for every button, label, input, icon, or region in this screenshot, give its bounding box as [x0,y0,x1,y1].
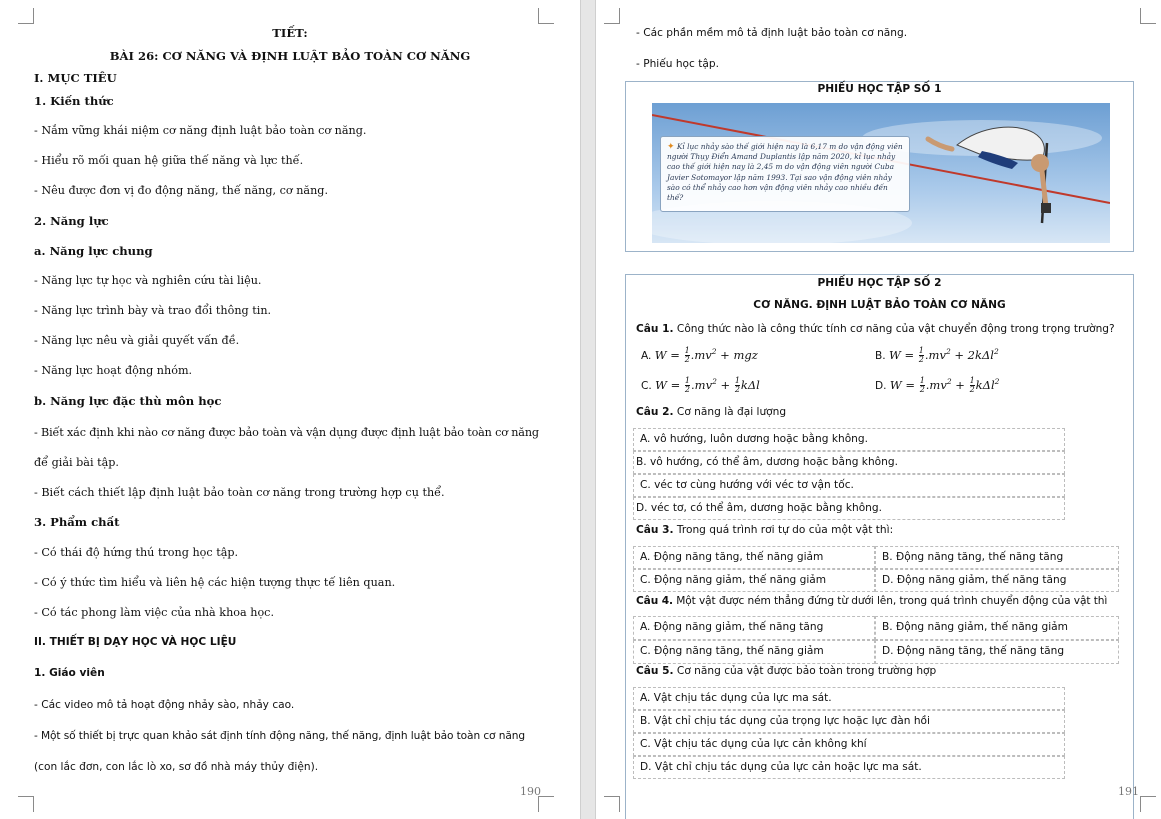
q5-option-c: C. Vật chịu tác dụng của lực cản không khí [633,733,1065,756]
text-line: - Có ý thức tìm hiểu và liên hệ các hiện tượng thực tế liên quan. [34,576,396,589]
page-number: 190 [520,785,541,798]
q4-option-d: D. Động năng tăng, thế năng tăng [875,640,1119,664]
q3-option-a: A. Động năng tăng, thế năng giảm [633,546,875,569]
crop-mark [538,8,554,24]
question-label: Câu 2. [636,406,674,418]
text-line: - Năng lực hoạt động nhóm. [34,364,193,377]
text-line: - Năng lực nêu và giải quyết vấn đề. [34,334,240,347]
crop-mark [1140,796,1156,812]
question-label: Câu 5. [636,665,674,677]
question-text: Cơ năng của vật được bảo toàn trong trường hợp [673,665,937,677]
question-label: Câu 1. [636,323,674,335]
q3-option-c: C. Động năng giảm, thế năng giảm [633,569,875,592]
crop-mark [18,8,34,24]
lesson-period-heading: TIẾT: [272,26,308,40]
text-line: - Nêu được đơn vị đo động năng, thế năng, cơ năng. [34,184,329,197]
question-text: Trong quá trình rơi tự do của một vật thì: [673,524,894,536]
q4-option-a: A. Động năng giảm, thế năng tăng [633,616,875,640]
page-number: 191 [1118,785,1139,798]
question-label: Câu 3. [636,524,674,536]
text-line: - Các video mô tả hoạt động nhảy sào, nhảy cao. [34,699,295,711]
caption-text: Kỉ lục nhảy sào thế giới hiện nay là 6,17 m do vận động viên người Thụy Điển Amand Duplantis lập năm 2020, kỉ lục nhảy cao thế giới hiện nay là 2,45 m do vận động viên người Cuba Javier Sotomayor lập năm 1993. Tại sao vận động viên nhảy sào có thể nhảy cao hơn vận động viên nhảy cao nhiều đến thế? [667,142,903,203]
subsection-heading: 1. Kiến thức [34,94,114,108]
worksheet-1-caption [660,136,910,212]
worksheet-2-subtitle: CƠ NĂNG. ĐỊNH LUẬT BẢO TOÀN CƠ NĂNG [753,299,1006,311]
worksheet-1-title: PHIẾU HỌC TẬP SỐ 1 [817,83,942,95]
text-line: - Nắm vững khái niệm cơ năng định luật bảo toàn cơ năng. [34,124,367,137]
q2-option-c: C. véc tơ cùng hướng với véc tơ vận tốc. [633,474,1065,497]
q1-option-d: D. W = $\frac{1}{2}$ $.mv^2$ + $\frac{1}{2}$ kΔl$^2$ [875,376,1000,395]
text-line: để giải bài tập. [34,456,119,469]
q4-option-c: C. Động năng tăng, thế năng giảm [633,640,875,664]
crop-mark [1140,8,1156,24]
subsection-heading: 3. Phẩm chất [34,515,120,529]
text-line: - Một số thiết bị trực quan khảo sát định tính động năng, thế năng, định luật bảo toàn cơ năng [34,730,525,742]
worksheet-2-title: PHIẾU HỌC TẬP SỐ 2 [817,277,942,289]
crop-mark [18,796,34,812]
subsection-heading: b. Năng lực đặc thù môn học [34,394,222,408]
text-line: - Năng lực trình bày và trao đổi thông tin. [34,304,272,317]
question-text: Cơ năng là đại lượng [673,406,787,418]
question-2 [636,406,786,418]
lesson-title: BÀI 26: CƠ NĂNG VÀ ĐỊNH LUẬT BẢO TOÀN CƠ NĂNG [109,49,471,63]
q5-option-d: D. Vật chỉ chịu tác dụng của lực cản hoặc lực ma sát. [633,756,1065,779]
text-line: - Có thái độ hứng thú trong học tập. [34,546,239,559]
text-line: (con lắc đơn, con lắc lò xo, sơ đồ nhà máy thủy điện). [34,761,319,773]
subsection-heading: 1. Giáo viên [34,667,105,679]
crop-mark [538,796,554,812]
question-1 [636,323,1115,335]
section-heading: II. THIẾT BỊ DẠY HỌC VÀ HỌC LIỆU [34,636,237,648]
text-line: - Biết cách thiết lập định luật bảo toàn cơ năng trong trường hợp cụ thể. [34,486,445,499]
lightbulb-icon: ✦ [667,142,675,152]
q2-option-a: A. vô hướng, luôn dương hoặc bằng không. [633,428,1065,451]
q2-option-d: D. véc tơ, có thể âm, dương hoặc bằng không. [633,497,1065,520]
text-line: - Biết xác định khi nào cơ năng được bảo toàn và vận dụng được định luật bảo toàn cơ năng [34,426,539,439]
crop-mark [604,796,620,812]
q3-option-b: B. Động năng tăng, thế năng tăng [875,546,1119,569]
text-line: - Hiểu rõ mối quan hệ giữa thế năng và lực thế. [34,154,304,167]
q5-option-b: B. Vật chỉ chịu tác dụng của trọng lực hoặc lực đàn hồi [633,710,1065,733]
text-line: - Các phần mềm mô tả định luật bảo toàn cơ năng. [636,27,908,39]
subsection-heading: a. Năng lực chung [34,244,153,258]
text-line: - Năng lực tự học và nghiên cứu tài liệu. [34,274,262,287]
q2-option-b: B. vô hướng, có thể âm, dương hoặc bằng không. [633,451,1065,474]
page-gutter [580,0,596,819]
q1-option-b: B. W = $\frac{1}{2}$ $.mv^2 + 2k\Delta l^2$ [875,346,999,365]
question-3 [636,524,893,536]
q1-option-a: A. W = $\frac{1}{2}$ $.mv^2$ + mgz [641,346,758,365]
q1-option-c: C. W = $\frac{1}{2}$ $.mv^2$ + $\frac{1}{2}$ kΔl [641,376,760,395]
crop-mark [604,8,620,24]
q5-option-a: A. Vật chịu tác dụng của lực ma sát. [633,687,1065,710]
question-text: Một vật được ném thẳng đứng từ dưới lên, trong quá trình chuyển động của vật thì [672,595,1108,607]
question-4 [636,595,1107,607]
left-page [0,0,580,819]
question-label: Câu 4. [636,595,673,607]
text-line: - Phiếu học tập. [636,58,719,70]
section-heading: I. MỤC TIÊU [34,71,117,85]
q4-option-b: B. Động năng giảm, thế năng giảm [875,616,1119,640]
subsection-heading: 2. Năng lực [34,214,109,228]
question-5 [636,665,936,677]
text-line: - Có tác phong làm việc của nhà khoa học. [34,606,274,619]
q3-option-d: D. Động năng giảm, thế năng tăng [875,569,1119,592]
question-text: Công thức nào là công thức tính cơ năng của vật chuyển động trong trọng trường? [673,323,1115,335]
